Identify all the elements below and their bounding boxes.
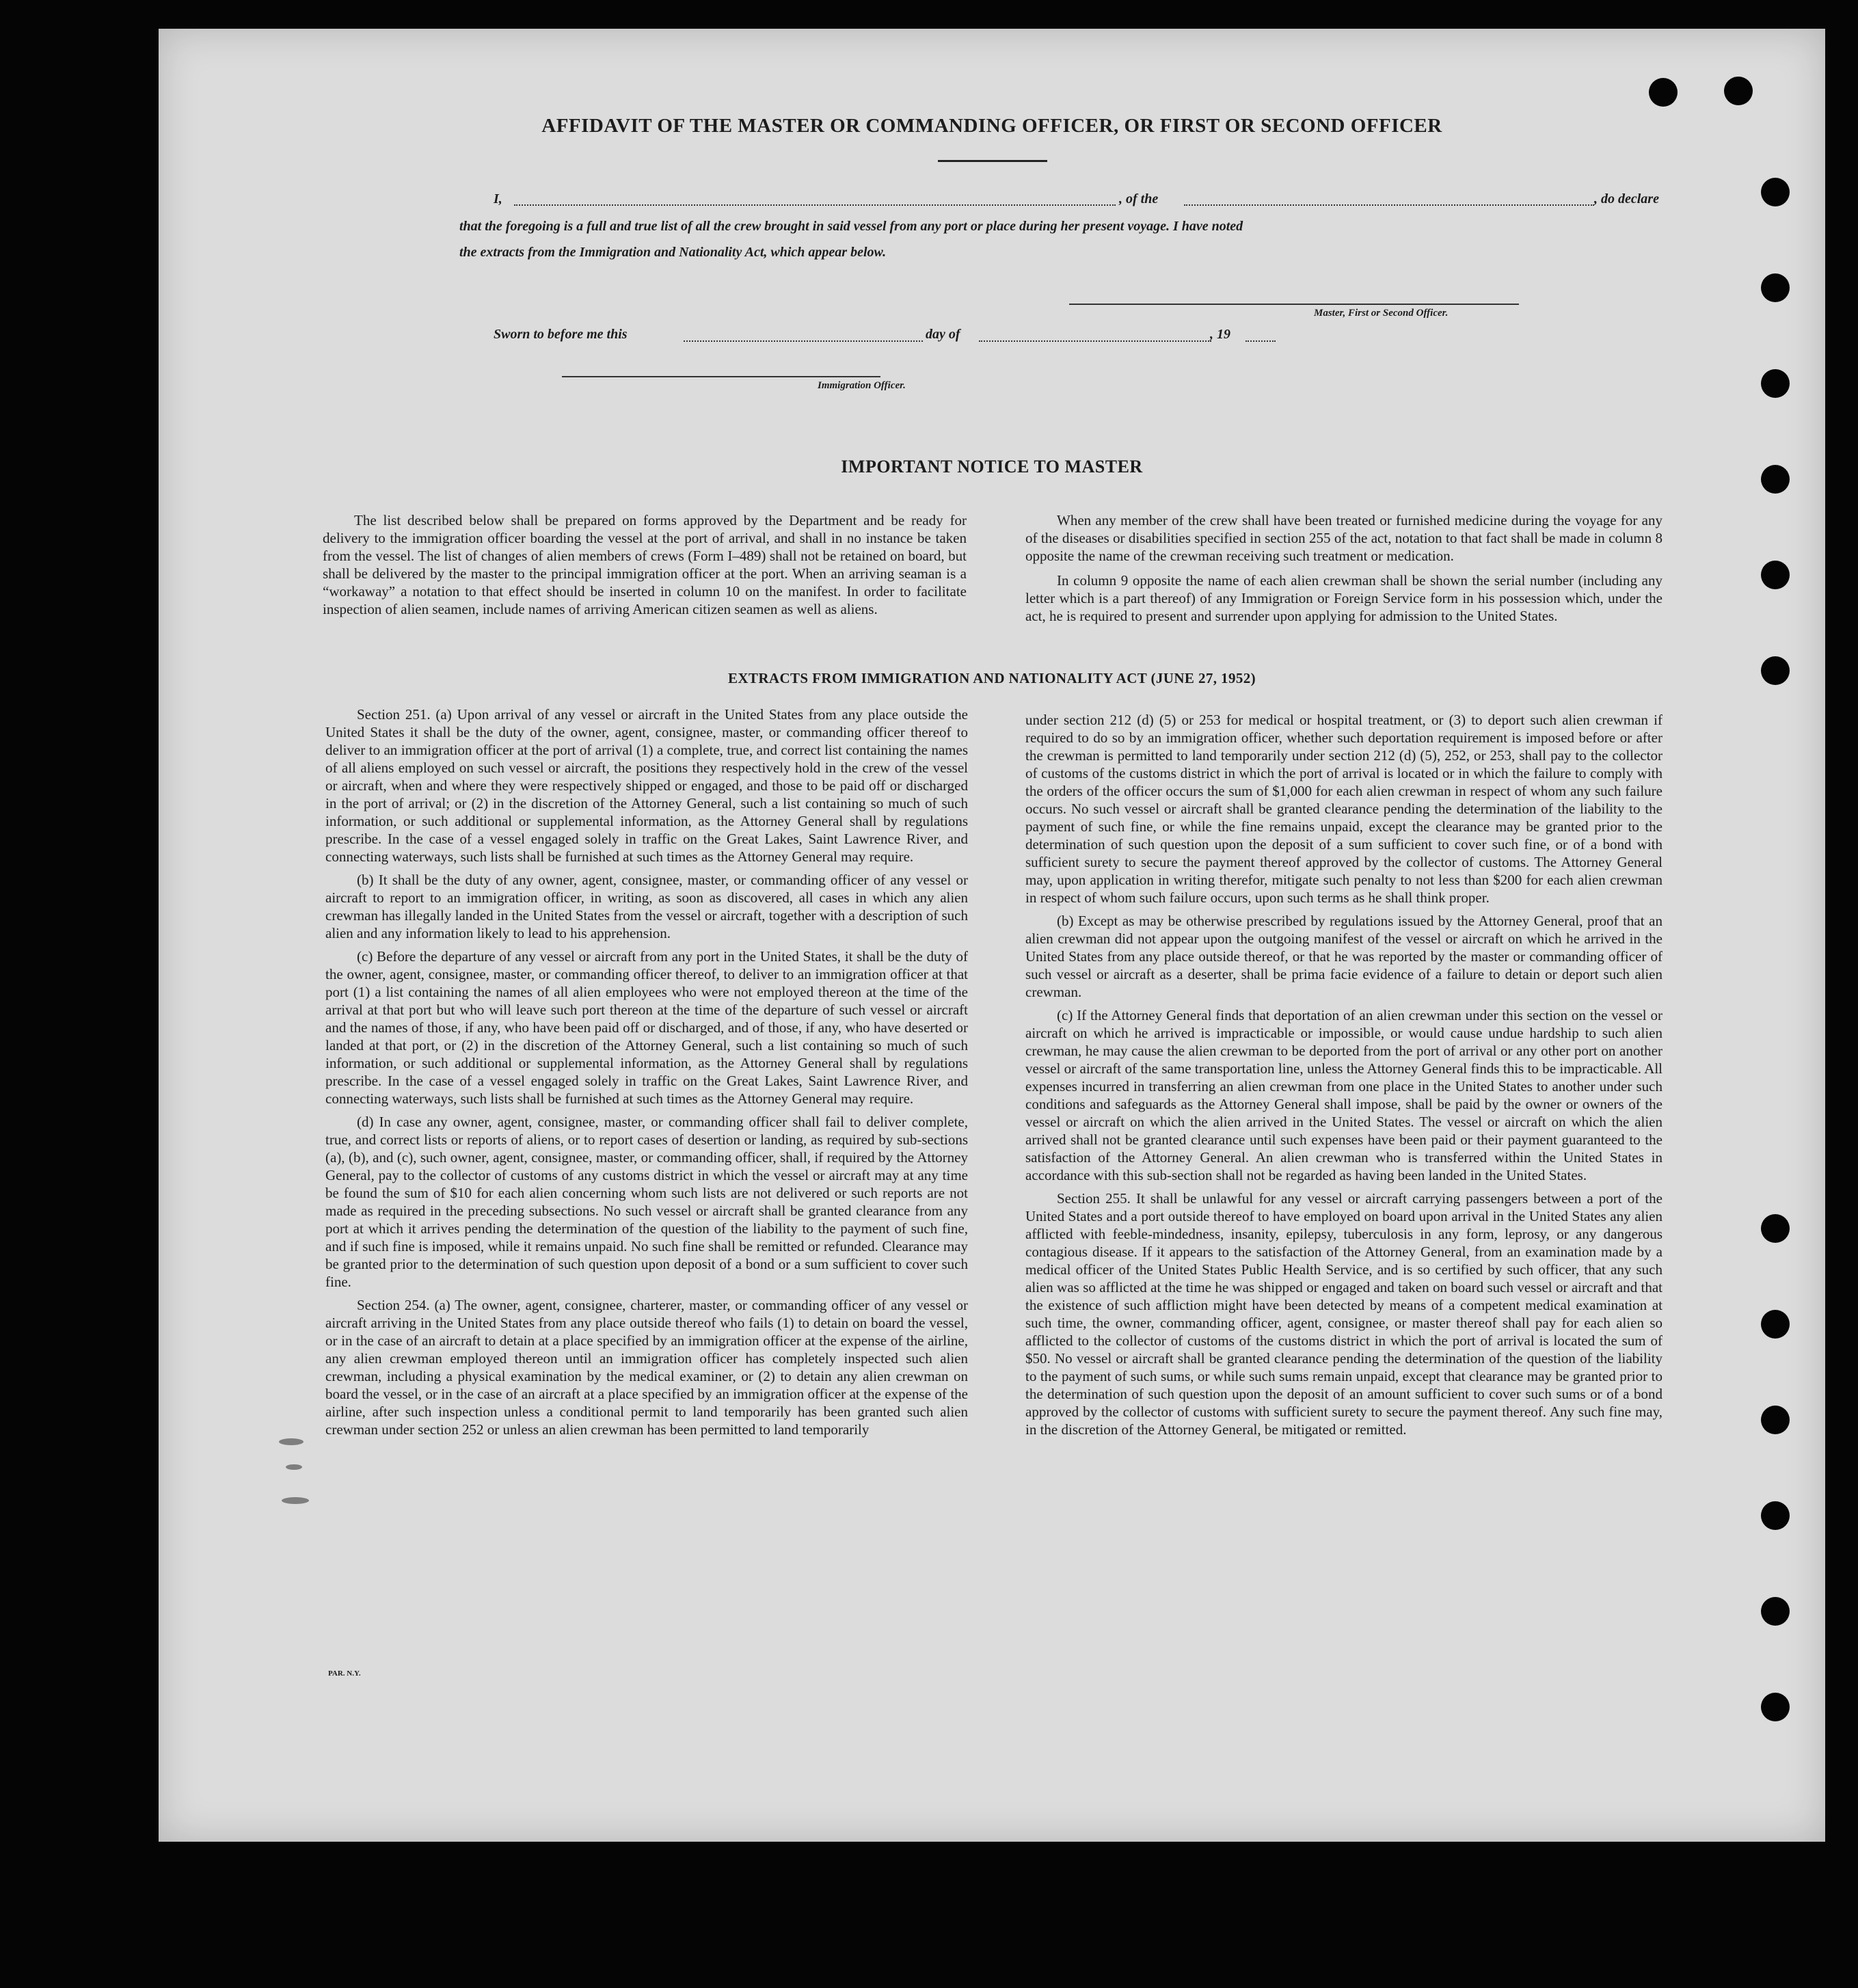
master-signature-line[interactable] xyxy=(1069,304,1519,305)
do-declare-label: , do declare xyxy=(1594,191,1659,206)
officer-signature-line[interactable] xyxy=(562,376,880,377)
binder-hole xyxy=(1761,1693,1790,1721)
day-of-label: day of xyxy=(926,327,960,342)
notice-right-paragraph-1: When any member of the crew shall have been treated or furnished medicine during the voyage for any of the diseases or disabilities specified in section 255 of the act, notation to that fact shall be made in column 8 opposite the name of the crewman receiving such treatment or medication. xyxy=(1025,512,1662,564)
section-251-b: (b) It shall be the duty of any owner, agent, consignee, master, or commanding officer of any vessel or aircraft to report to an immigration officer, in writing, as soon as discovered, all cases in which any alien crewman has illegally landed in the United States from the vessel or aircraft, together with a description of such alien and any information likely to lead to his apprehension. xyxy=(325,872,968,941)
section-251-c: (c) Before the departure of any vessel or aircraft from any port in the United States, it shall be the duty of the owner, agent, consignee, master, or commanding officer thereof, to deliver to an immigration officer at that port (1) a list containing the names of all alien employees who were not employed thereon at the time of the arrival at that port but who will leave such port thereon at the time of the departure of such vessel or aircraft and the names of those, if any, who have been paid off or discharged, and of those, if any, who have deserted or landed at that port, or (2) in the discretion of the Attorney General, such a list containing so much of such information, or such additional or supplemental information, as the Attorney General shall by regulations prescribe. In the case of a vessel engaged solely in traffic on the Great Lakes, Saint Lawrence River, and connecting waterways, such lists shall be furnished at such times as the Attorney General may require. xyxy=(325,948,968,1107)
scan-smudge xyxy=(282,1497,309,1504)
section-251-d: (d) In case any owner, agent, consignee, master, or commanding officer shall fail to deliver complete, true, and correct lists or reports of aliens, or to report cases of desertion or landing, as required by sub-sections (a), (b), and (c), such owner, agent, consignee, master, or commanding officer, shall, if required by the Attorney General, pay to the collector of customs of any customs district in which the vessel or aircraft may at any time be found the sum of $10 for each alien concerning whom such lists are not delivered or such reports are not made as required in the preceding subsections. No such vessel or aircraft shall be granted clearance from any port at which it arrives pending the determination of the question of the liability to the payment of such fine, and if such fine is imposed, while it remains unpaid. No such fine shall be remitted or refunded. Clearance may be granted prior to the determination of such question upon deposit of a bond or a sum sufficient to cover such fine. xyxy=(325,1114,968,1290)
affidavit-title: AFFIDAVIT OF THE MASTER OR COMMANDING OFFICER, OR FIRST OR SECOND OFFICER xyxy=(541,115,1442,137)
year-blank[interactable] xyxy=(1246,339,1276,342)
binder-hole xyxy=(1761,273,1790,302)
printer-mark: PAR. N.Y. xyxy=(328,1669,361,1678)
binder-hole xyxy=(1761,1406,1790,1434)
notice-left-paragraph: The list described below shall be prepared on forms approved by the Department and be ready for delivery to the immigration officer boarding the vessel at the port of arrival, and shall in no instance be taken from the vessel. The list of changes of alien members of crews (Form I–489) shall not be retained on board, but shall be delivered by the master to the principal immigration officer at the port. When an arriving seaman is a “workaway” a notation to that effect should be inserted in column 10 on the manifest. In order to facilitate inspection of alien seamen, include names of arriving American citizen seamen as well as aliens. xyxy=(323,512,967,617)
section-251-a: Section 251. (a) Upon arrival of any vessel or aircraft in the United States from any place outside the United States it shall be the duty of the owner, agent, consignee, master, or commanding officer thereof to deliver to an immigration officer at the port of arrival (1) a complete, true, and correct list containing the names of all aliens employed on such vessel or aircraft, the positions they respectively hold in the crew of the vessel or aircraft, when and where they were respectively shipped or engaged, and those to be paid off or discharged in the port of arrival; or (2) in the discretion of the Attorney General, such a list containing so much of such information, or such additional or supplemental information, as the Attorney General shall by regulations prescribe. In the case of a vessel engaged solely in traffic on the Great Lakes, Saint Lawrence River, and connecting waterways, such lists shall be furnished at such times as the Attorney General may require. xyxy=(325,706,968,865)
vessel-blank[interactable] xyxy=(1184,203,1594,206)
statement-line-2: the extracts from the Immigration and Nationality Act, which appear below. xyxy=(459,245,887,260)
binder-hole xyxy=(1761,178,1790,206)
extracts-right-column xyxy=(1025,711,1662,1444)
extracts-title: EXTRACTS FROM IMMIGRATION AND NATIONALITY ACT (JUNE 27, 1952) xyxy=(727,670,1256,686)
scan-smudge xyxy=(279,1438,304,1445)
binder-hole xyxy=(1761,369,1790,398)
binder-hole xyxy=(1649,78,1678,107)
year-label: , 19 xyxy=(1210,327,1230,342)
section-254-a: Section 254. (a) The owner, agent, consignee, charterer, master, or commanding officer of any vessel or aircraft arriving in the United States from any place outside thereof who fails (1) to detain on board the vessel, or in the case of an aircraft to detain at a place specified by an immigration officer at the expense of the airline, any alien crewman employed thereon until an immigration officer has completely inspected such alien crewman, including a physical examination by the medical examiner, or (2) to detain any alien crewman on board the vessel, or in the case of an aircraft at a place specified by an immigration officer at the expense of the airline, after such inspection unless a conditional permit to land temporarily has been granted such alien crewman under section 252 or unless an alien crewman has been permitted to land temporarily xyxy=(325,1297,968,1438)
binder-hole xyxy=(1761,561,1790,589)
document-page xyxy=(159,29,1825,1842)
sworn-month-blank[interactable] xyxy=(979,339,1211,342)
sworn-day-blank[interactable] xyxy=(684,339,923,342)
sworn-label: Sworn to before me this xyxy=(494,327,628,342)
section-254-c: (c) If the Attorney General finds that deportation of an alien crewman under this section on the vessel or aircraft on which he arrived is impracticable or impossible, or would cause undue hardship to such alien crewman, he may cause the alien crewman to be deported from the port of arrival or any other port on another vessel or aircraft of the same transportation line, unless the Attorney General finds this to be impracticable. All expenses incurred in transferring an alien crewman from one place in the United States to another under such conditions and safeguards as the Attorney General shall impose, shall be paid by the owner or owners of the vessel or aircraft on which the alien arrived in the United States. The vessel or aircraft on which the alien arrived shall not be granted clearance until such expenses have been paid or their payment guaranteed to the satisfaction of the Attorney General. An alien crewman who is transferred within the United States in accordance with this sub-section shall not be regarded as having been landed in the United States. xyxy=(1025,1007,1662,1183)
notice-left-column xyxy=(323,511,967,625)
of-the-label: , of the xyxy=(1119,191,1159,206)
notice-title: IMPORTANT NOTICE TO MASTER xyxy=(841,457,1143,476)
title-underline xyxy=(938,160,1047,162)
i-label: I, xyxy=(494,191,502,206)
notice-right-paragraph-2: In column 9 opposite the name of each alien crewman shall be shown the serial number (including any letter which is a part thereof) of any Immigration or Foreign Service form in his possession which, under the act, he is required to present and surrender upon applying for admission to the United States. xyxy=(1025,572,1662,624)
binder-hole xyxy=(1724,77,1753,105)
section-254-a-cont: under section 212 (d) (5) or 253 for medical or hospital treatment, or (3) to deport such alien crewman if required to do so by an immigration officer, whether such deportation requirement is imposed before or after the crewman is permitted to land temporarily under section 212 (d) (5), 252, or 253, shall pay to the collector of customs of the customs district in which the port of arrival is located or in which the failure to comply with the orders of the officer occurs the sum of $1,000 for each alien crewman in respect of whom any such failure occurs. No such vessel or aircraft shall be granted clearance pending the determination of the liability to the payment of such fine, or while the fine remains unpaid, except the clearance may be granted prior to the determination of such question upon the deposit of a sum sufficient to cover such fine, or of a bond with sufficient surety to secure the payment thereof approved by the collector of customs. The Attorney General may, upon application in writing therefor, mitigate such penalty to not less than $200 for each alien crewman in respect of whom such failure occurs, upon such terms as he shall think proper. xyxy=(1025,712,1662,906)
section-254-b: (b) Except as may be otherwise prescribed by regulations issued by the Attorney General, proof that an alien crewman did not appear upon the outgoing manifest of the vessel or aircraft on which he arrived in the United States from any place outside thereof, or that he was reported by the master or commanding officer of such vessel or aircraft as a deserter, shall be prima facie evidence of a failure to detain or deport such alien crewman. xyxy=(1025,913,1662,1000)
scan-smudge xyxy=(286,1464,302,1470)
name-blank[interactable] xyxy=(514,203,1116,206)
binder-hole xyxy=(1761,1310,1790,1339)
master-caption: Master, First or Second Officer. xyxy=(1314,308,1449,319)
binder-hole xyxy=(1761,1501,1790,1530)
officer-caption: Immigration Officer. xyxy=(818,380,906,391)
statement-line-1: that the foregoing is a full and true list of all the crew brought in said vessel from any port or place during her present voyage. I have noted xyxy=(459,219,1243,234)
notice-right-column xyxy=(1025,511,1662,632)
binder-hole xyxy=(1761,1597,1790,1626)
section-255: Section 255. It shall be unlawful for any vessel or aircraft carrying passengers between a port of the United States and a port outside thereof to have employed on board upon arrival in the United States any alien afflicted with feeble-mindedness, insanity, epilepsy, tuberculosis in any form, leprosy, or any dangerous contagious disease. If it appears to the satisfaction of the Attorney General, from an examination made by a medical officer of the United States Public Health Service, and is so certified by such officer, that any such alien was so afflicted at the time he was shipped or engaged and taken on board such vessel or aircraft and that the existence of such affliction might have been detected by means of a competent medical examination at such time, the owner, commanding officer, agent, consignee, or master thereof shall pay for each alien so afflicted to the collector of customs of the customs district in which the port of arrival is located the sum of $50. No vessel or aircraft shall be granted clearance pending the determination of the question of the liability to the payment of such sums, or while such sums remain unpaid, except that clearance may be granted prior to the determination of such question upon the deposit of an amount sufficient to cover such sums or of a bond approved by the collector of customs with sufficient surety to secure the payment thereof. Any such fine may, in the discretion of the Attorney General, be mitigated or remitted. xyxy=(1025,1190,1662,1438)
extracts-left-column xyxy=(325,706,968,1444)
binder-hole xyxy=(1761,1214,1790,1243)
